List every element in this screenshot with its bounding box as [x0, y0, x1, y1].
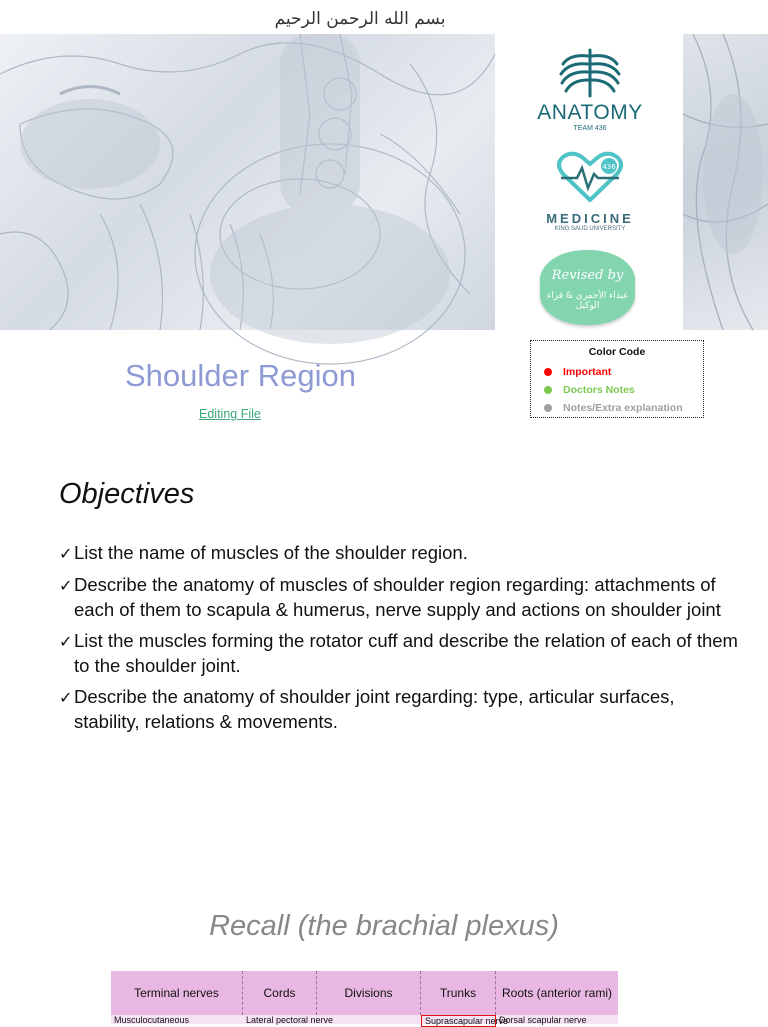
- anatomy-illustration-left: [0, 34, 495, 330]
- checkmark-icon: ✓: [59, 544, 73, 563]
- basmala-header: بسم الله الرحمن الرحيم: [240, 4, 480, 36]
- medicine-logo-university: KING SAUD UNIVERSITY: [554, 226, 626, 232]
- objective-text: Describe the anatomy of muscles of shoulder region regarding: attachments of each of them to scapula & humerus, nerve supply and actions on shoulder joint: [74, 573, 721, 620]
- anatomy-illustration-right: [683, 34, 768, 330]
- plexus-cell: Lateral pectoral nerve: [246, 1015, 334, 1025]
- plexus-header-cords: Cords: [243, 971, 317, 1015]
- brachial-plexus-diagram: [111, 971, 618, 1024]
- legend-item-important: [531, 363, 703, 381]
- medicine-logo-word: MEDICINE: [546, 211, 634, 226]
- heart-pulse-icon: [555, 152, 625, 204]
- plexus-header-roots: Roots (anterior rami): [501, 985, 613, 1000]
- editing-file-link[interactable]: Editing File: [199, 407, 261, 421]
- page-title: Shoulder Region: [125, 358, 356, 393]
- legend-item-doctors-notes: [531, 381, 703, 399]
- plexus-header-row: [111, 971, 618, 1015]
- checkmark-icon: ✓: [59, 687, 73, 707]
- plexus-header-terminal: Terminal nerves: [111, 971, 243, 1015]
- recall-heading: Recall (the brachial plexus): [209, 910, 559, 942]
- revised-label: Revised by: [551, 268, 624, 283]
- ribcage-icon: [555, 48, 625, 98]
- objective-text: List the muscles forming the rotator cuff and describe the relation of each of them to the shoulder joint.: [74, 629, 738, 676]
- plexus-first-row: [111, 1015, 618, 1024]
- list-item: [59, 685, 739, 735]
- plexus-cell: Dorsal scapular nerve: [499, 1015, 587, 1025]
- list-item: [59, 573, 739, 623]
- objective-text: List the name of muscles of the shoulder region.: [74, 542, 468, 563]
- legend-label: Notes/Extra explanation: [563, 402, 683, 414]
- plexus-header-trunks: Trunks: [421, 971, 496, 1015]
- green-dot-icon: [544, 386, 552, 394]
- legend-label: Important: [563, 366, 612, 378]
- revised-names: غيداء الأحمري & فراء الوكيل: [547, 291, 628, 311]
- plexus-cell: Suprascapular nerve: [421, 1015, 496, 1027]
- objective-text: Describe the anatomy of shoulder joint regarding: type, articular surfaces, stability, relations & movements.: [74, 685, 675, 732]
- legend-label: Doctors Notes: [563, 384, 635, 396]
- medicine-logo: [530, 152, 650, 232]
- anatomy-logo-team: TEAM 436: [573, 125, 607, 132]
- color-code-legend: [530, 340, 704, 418]
- legend-item-notes-extra: [531, 399, 703, 417]
- objectives-list: [59, 541, 739, 741]
- checkmark-icon: ✓: [59, 631, 73, 651]
- plexus-cell: Musculocutaneous: [114, 1015, 190, 1025]
- grey-dot-icon: [544, 404, 552, 412]
- anatomy-team-logo: [535, 48, 645, 138]
- list-item: [59, 629, 739, 679]
- medicine-badge-number: 436: [602, 163, 616, 171]
- objectives-heading: Objectives: [59, 478, 195, 510]
- revised-by-badge: [540, 250, 635, 325]
- red-dot-icon: [544, 368, 552, 376]
- plexus-header-divisions: Divisions: [317, 971, 421, 1015]
- checkmark-icon: ✓: [59, 575, 73, 595]
- color-code-title: Color Code: [588, 346, 646, 358]
- anatomy-logo-word: ANATOMY: [537, 101, 643, 124]
- list-item: [59, 541, 739, 567]
